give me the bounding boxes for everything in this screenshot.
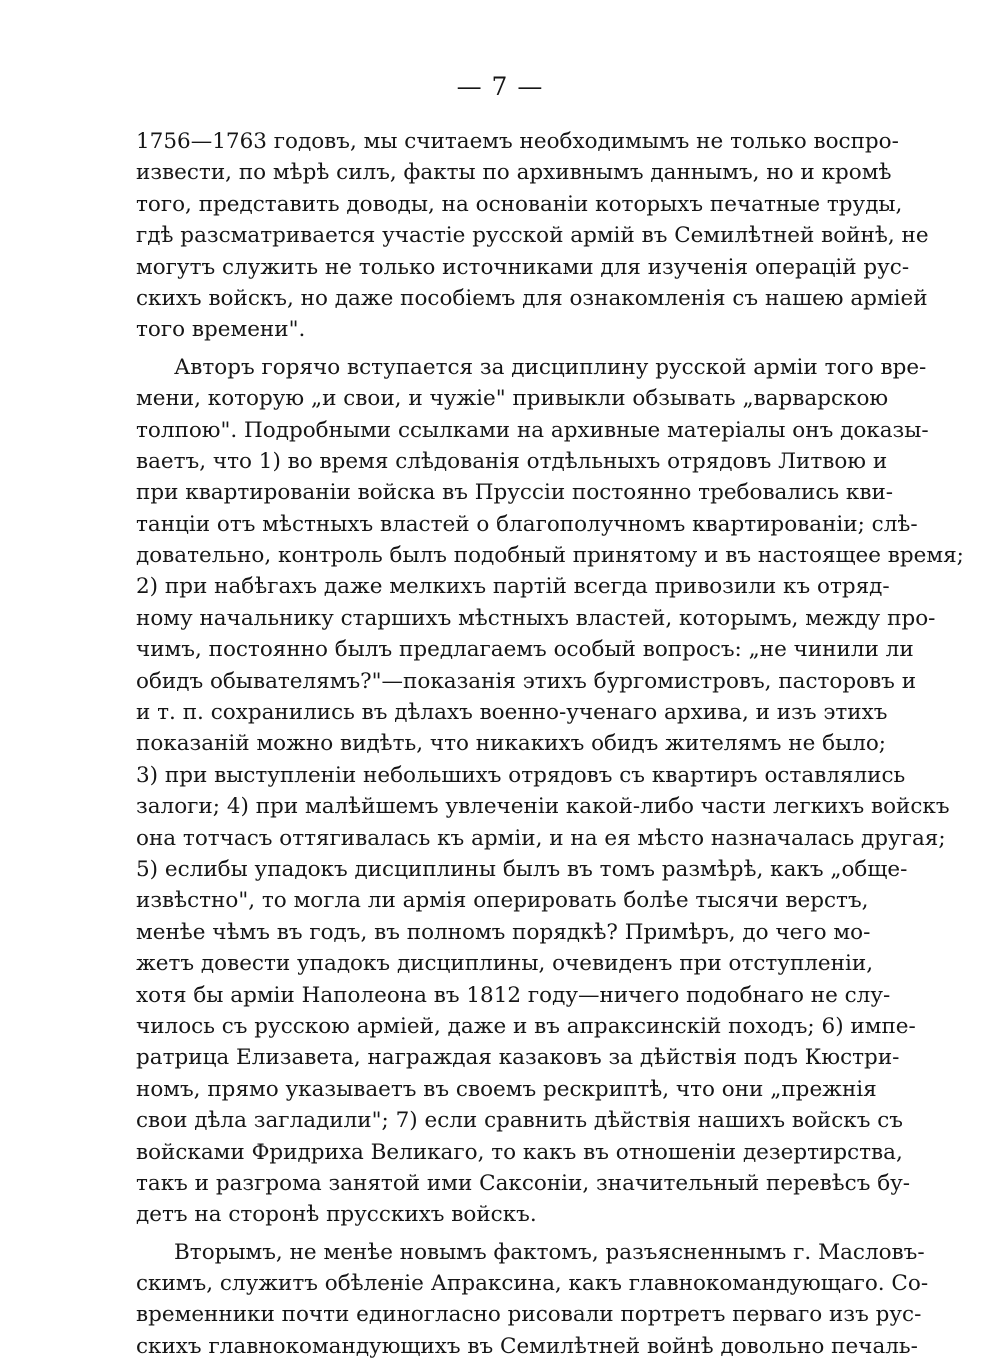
text-line: гдѣ разсматривается участіе русской армій въ Семилѣтней войнѣ, не bbox=[136, 223, 929, 249]
text-line: могутъ служить не только источниками для изученія операцій рус- bbox=[136, 254, 910, 280]
text-line: Вторымъ, не менѣе новымъ фактомъ, разъясненнымъ г. Масловъ- bbox=[174, 1239, 925, 1265]
text-line: детъ на сторонѣ прусскихъ войскъ. bbox=[136, 1202, 537, 1228]
text-line: скимъ, служитъ обѣленіе Апраксина, какъ главнокомандующаго. Со- bbox=[136, 1271, 929, 1297]
text-line: хотя бы арміи Наполеона въ 1812 году—ничего подобнаго не слу- bbox=[136, 982, 891, 1008]
text-line: мени, которую „и свои, и чужіе" привыкли обзывать „варварскою bbox=[136, 386, 889, 412]
paragraph bbox=[136, 1237, 929, 1363]
text-line: того времени". bbox=[136, 317, 306, 343]
paragraph bbox=[136, 352, 964, 1231]
text-line: толпою". Подробными ссылками на архивные матеріалы онъ доказы- bbox=[136, 417, 929, 443]
text-line: менѣе чѣмъ въ годъ, въ полномъ порядкѣ? Примѣръ, до чего мо- bbox=[136, 919, 871, 945]
text-line: того, представить доводы, на основаніи которыхъ печатные труды, bbox=[136, 191, 903, 217]
text-line: такъ и разгрома занятой ими Саксоніи, значительный перевѣсъ бу- bbox=[136, 1170, 911, 1196]
text-line: ратрица Елизавета, награждая казаковъ за дѣйствія подъ Кюстри- bbox=[136, 1045, 900, 1071]
text-line: ному начальнику старшихъ мѣстныхъ властей, которымъ, между про- bbox=[136, 605, 936, 631]
text-line: она тотчасъ оттягивалась къ арміи, и на ея мѣсто назначалась другая; bbox=[136, 825, 946, 851]
text-line: 1756—1763 годовъ, мы считаемъ необходимымъ не только воспро- bbox=[136, 129, 899, 154]
body-text bbox=[136, 126, 964, 1362]
text-line: скихъ главнокомандующихъ въ Семилѣтней войнѣ довольно печаль- bbox=[136, 1333, 918, 1359]
paragraph bbox=[136, 126, 929, 346]
text-line: и т. п. сохранились въ дѣлахъ военно-ученаго архива, и изъ этихъ bbox=[136, 700, 888, 726]
text-line: войсками Фридриха Великаго, то какъ въ отношеніи дезертирства, bbox=[136, 1139, 903, 1165]
text-line: временники почти единогласно рисовали портретъ перваго изъ рус- bbox=[136, 1302, 922, 1328]
text-line: 5) еслибы упадокъ дисциплины былъ въ томъ размѣрѣ, какъ „обще- bbox=[136, 856, 908, 882]
text-line: обидъ обывателямъ?"—показанія этихъ бургомистровъ, пасторовъ и bbox=[136, 668, 917, 694]
page-number: — 7 — bbox=[456, 72, 544, 101]
text-line: 3) при выступленіи небольшихъ отрядовъ съ квартиръ оставлялись bbox=[136, 762, 906, 788]
text-line: танціи отъ мѣстныхъ властей о благополучномъ квартированіи; слѣ- bbox=[136, 511, 918, 537]
text-line: извѣстно", то могла ли армія оперировать болѣе тысячи верстъ, bbox=[136, 888, 869, 914]
text-line: извести, по мѣрѣ силъ, факты по архивнымъ даннымъ, но и кромѣ bbox=[136, 160, 892, 186]
text-line: 2) при набѣгахъ даже мелкихъ партій всегда привозили къ отряд- bbox=[136, 574, 890, 600]
text-line: залоги; 4) при малѣйшемъ увлеченіи какой-либо части легкихъ войскъ bbox=[136, 794, 950, 820]
text-line: ваетъ, что 1) во время слѣдованія отдѣльныхъ отрядовъ Литвою и bbox=[136, 448, 888, 474]
text-line: при квартированіи войска въ Пруссіи постоянно требовались кви- bbox=[136, 480, 894, 506]
text-line: номъ, прямо указываетъ въ своемъ рескриптѣ, что они „прежнія bbox=[136, 1076, 877, 1102]
text-line: чимъ, постоянно былъ предлагаемъ особый вопросъ: „не чинили ли bbox=[136, 637, 914, 663]
text-line: свои дѣла загладили"; 7) если сравнить дѣйствія нашихъ войскъ съ bbox=[136, 1108, 903, 1134]
text-line: жетъ довести упадокъ дисциплины, очевиденъ при отступленіи, bbox=[136, 951, 874, 977]
text-line: чилось съ русскою арміей, даже и въ апраксинскій походъ; 6) импе- bbox=[136, 1013, 916, 1039]
text-line: довательно, контроль былъ подобный принятому и въ настоящее время; bbox=[136, 543, 964, 569]
text-line: Авторъ горячо вступается за дисциплину русской арміи того вре- bbox=[174, 354, 927, 380]
text-line: скихъ войскъ, но даже пособіемъ для ознакомленія съ нашею арміей bbox=[136, 285, 928, 311]
text-line: показаній можно видѣть, что никакихъ обидъ жителямъ не было; bbox=[136, 731, 887, 757]
